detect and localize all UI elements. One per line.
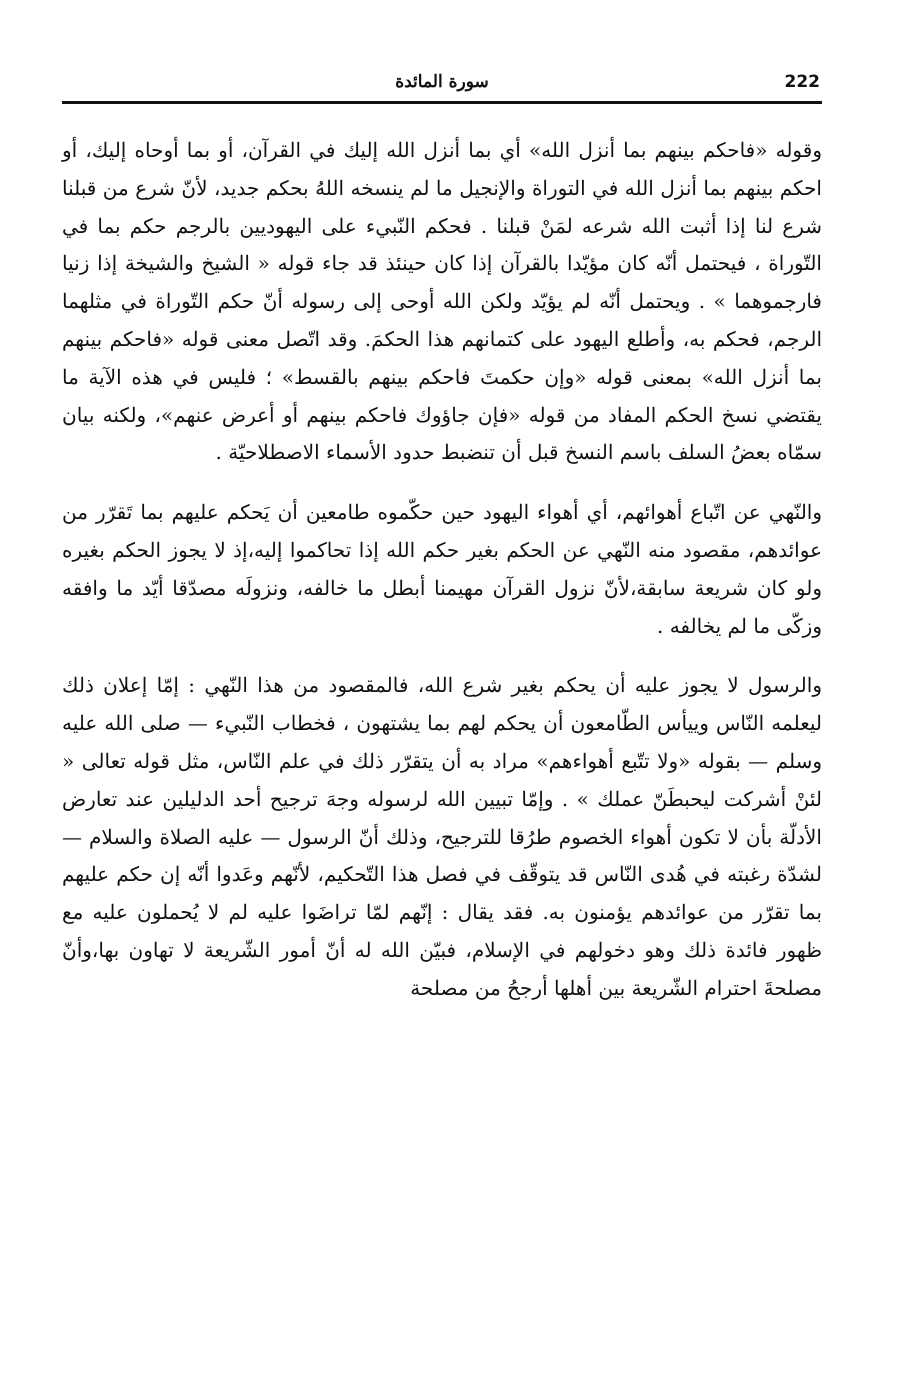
header-rule bbox=[62, 101, 822, 104]
page-number: 222 bbox=[784, 72, 820, 92]
book-page bbox=[62, 70, 822, 1360]
running-title: سورة المائدة bbox=[395, 72, 489, 92]
page-header bbox=[62, 70, 822, 100]
paragraph-3: والرسول لا يجوز عليه أن يحكم بغير شرع الله، فالمقصود من هذا النّهي : إمّا إعلان ذلك ليعلمه النّاس وييأس الطّامعون أن يحكم لهم بما يشتهون ، فخطاب النّبيء — صلى الله عليه وسلم — بقوله «ولا تتّبع أهواءهم» مراد به أن يتقرّر ذلك في علم النّاس، مثل قوله تعالى « لئنْ أشركت ليحبطَنّ عملك » . وإمّا تبيين الله لرسوله وجهَ ترجيح أحد الدليلين عند تعارض الأدلّة بأن لا تكون أهواء الخصوم طرُقا للترجيح، وذلك أنّ الرسول — عليه الصلاة والسلام — لشدّة رغبته في هُدى النّاس قد يتوقّف في فصل هذا التّحكيم، لأنّهم وعَدوا أنّه إن حكم عليهم بما تقرّر من عوائدهم يؤمنون به. فقد يقال : إنّهم لمّا تراضَوا عليه لم لا يُحملون عليه مع ظهور فائدة ذلك وهو دخولهم في الإسلام، فبيّن الله له أنّ أمور الشّريعة لا تهاون بها،وأنّ مصلحةَ احترام الشّريعة بين أهلها أرجحُ من مصلحة bbox=[62, 673, 822, 1000]
page-body bbox=[62, 132, 822, 1008]
paragraph-2: والنّهي عن اتّباع أهوائهم، أي أهواء اليهود حين حكّموه طامعين أن يَحكم عليهم بما تَقرّر من عوائدهم، مقصود منه النّهي عن الحكم بغير حكم الله إذا تحاكموا إليه،إذ لا يجوز الحكم بغيره ولو كان شريعة سابقة،لأنّ نزول القرآن مهيمنا أبطل ما خالفه، ونزولَه مصدّقا أيّد ما وافقه وزكّى ما لم يخالفه . bbox=[62, 500, 822, 638]
paragraph-1: وقوله «فاحكم بينهم بما أنزل الله» أي بما أنزل الله إليك في القرآن، أو بما أوحاه إليك، أو احكم بينهم بما أنزل الله في التوراة والإنجيل ما لم ينسخه اللهُ بحكم جديد، لأنّ شرع من قبلنا شرع لنا إذا أثبت الله شرعه لمَنْ قبلنا . فحكم النّبيء على اليهوديين بالرجم حكم بما في التّوراة ، فيحتمل أنّه كان مؤيّدا بالقرآن إذا كان حينئذ قد جاء قوله « الشيخ والشيخة إذا زنيا فارجموهما » . ويحتمل أنّه لم يؤيّد ولكن الله أوحى إلى رسوله أنّ حكم التّوراة في مثلهما الرجم، فحكم به، وأطلع اليهود على كتمانهم هذا الحكمَ. وقد اتّصل معنى قوله «فاحكم بينهم بما أنزل الله» بمعنى قوله «وإن حكمتَ فاحكم بينهم بالقسط» ؛ فليس في هذه الآية ما يقتضي نسخ الحكم المفاد من قوله «فإن جاؤوك فاحكم بينهم أو أعرض عنهم»، ولكنه بيان سمّاه بعضُ السلف باسم النسخ قبل أن تنضبط حدود الأسماء الاصطلاحيّة . bbox=[62, 138, 822, 465]
